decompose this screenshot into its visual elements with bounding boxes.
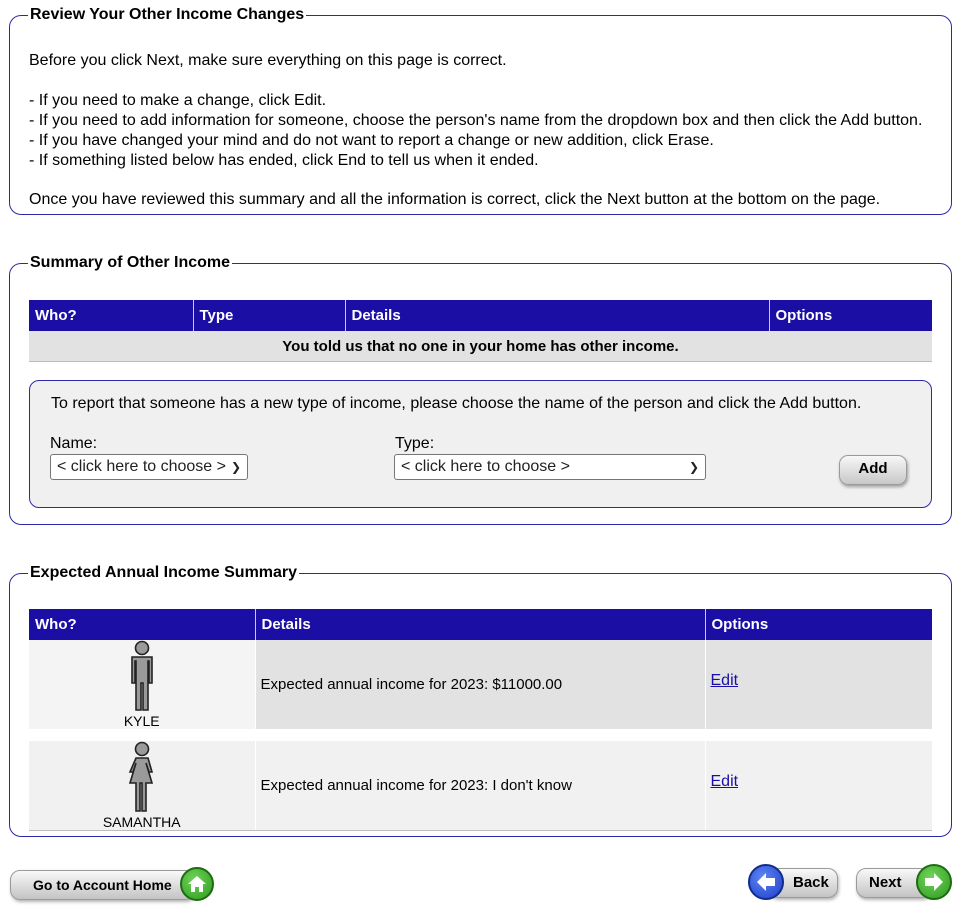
- arrow-left-icon: [748, 864, 784, 900]
- chevron-down-icon: ❯: [230, 460, 241, 474]
- home-icon: [180, 867, 214, 901]
- add-button[interactable]: Add: [839, 455, 907, 485]
- name-select-value: < click here to choose >: [57, 458, 226, 475]
- edit-link[interactable]: Edit: [710, 671, 739, 689]
- person-name: SAMANTHA: [102, 814, 181, 830]
- table-row: [29, 741, 932, 831]
- report-income-box: [29, 380, 932, 508]
- who-cell: [29, 640, 255, 729]
- options-cell: [705, 741, 932, 831]
- person-name: KYLE: [123, 713, 160, 729]
- options-cell: [705, 640, 932, 729]
- review-bullet-end: - If something listed below has ended, click End to tell us when it ended.: [29, 152, 539, 169]
- other-income-table: [29, 300, 932, 362]
- col-details: Details: [255, 609, 705, 640]
- summary-section: [9, 254, 952, 525]
- edit-link[interactable]: Edit: [710, 772, 739, 790]
- col-details: Details: [345, 300, 769, 331]
- arrow-right-icon: [916, 864, 952, 900]
- account-home-button[interactable]: [10, 866, 215, 902]
- female-person-icon: [124, 741, 160, 813]
- who-cell: [29, 741, 255, 831]
- chevron-down-icon: ❯: [688, 460, 699, 474]
- next-label: Next: [856, 868, 932, 898]
- review-closing: Once you have reviewed this summary and all the information is correct, click the Next button at the bottom on the page.: [29, 191, 881, 208]
- review-bullet-erase: - If you have changed your mind and do not want to report a change or new addition, click Erase.: [29, 132, 714, 149]
- male-person-icon: [124, 640, 160, 712]
- table-row: [29, 640, 932, 729]
- expected-income-table: [29, 609, 932, 831]
- back-button[interactable]: [748, 862, 840, 902]
- review-intro: Before you click Next, make sure everything on this page is correct.: [29, 52, 507, 69]
- next-button[interactable]: [856, 862, 954, 902]
- expected-legend: Expected Annual Income Summary: [30, 564, 298, 581]
- report-instructions: To report that someone has a new type of income, please choose the name of the person and click the Add button.: [51, 395, 862, 412]
- name-select[interactable]: [50, 454, 248, 480]
- type-select[interactable]: [394, 454, 706, 480]
- back-label: Back: [768, 868, 838, 898]
- details-cell: Expected annual income for 2023: $11000.00: [255, 640, 705, 729]
- row-spacer: [29, 729, 932, 741]
- col-options: Options: [769, 300, 932, 331]
- type-label: Type:: [395, 435, 435, 452]
- summary-legend: Summary of Other Income: [30, 254, 231, 271]
- empty-message: You told us that no one in your home has other income.: [29, 331, 932, 362]
- type-select-value: < click here to choose >: [401, 458, 570, 475]
- account-home-label: Go to Account Home: [10, 870, 195, 900]
- details-cell: Expected annual income for 2023: I don't know: [255, 741, 705, 831]
- col-options: Options: [705, 609, 932, 640]
- review-bullet-add: - If you need to add information for someone, choose the person's name from the dropdown box and then click the Add button.: [29, 112, 923, 129]
- review-section: [9, 6, 952, 215]
- col-who: Who?: [29, 300, 193, 331]
- review-legend: Review Your Other Income Changes: [30, 6, 305, 23]
- name-label: Name:: [50, 435, 98, 452]
- col-who: Who?: [29, 609, 255, 640]
- expected-income-section: [9, 564, 952, 837]
- review-bullet-edit: - If you need to make a change, click Edit.: [29, 92, 327, 109]
- col-type: Type: [193, 300, 345, 331]
